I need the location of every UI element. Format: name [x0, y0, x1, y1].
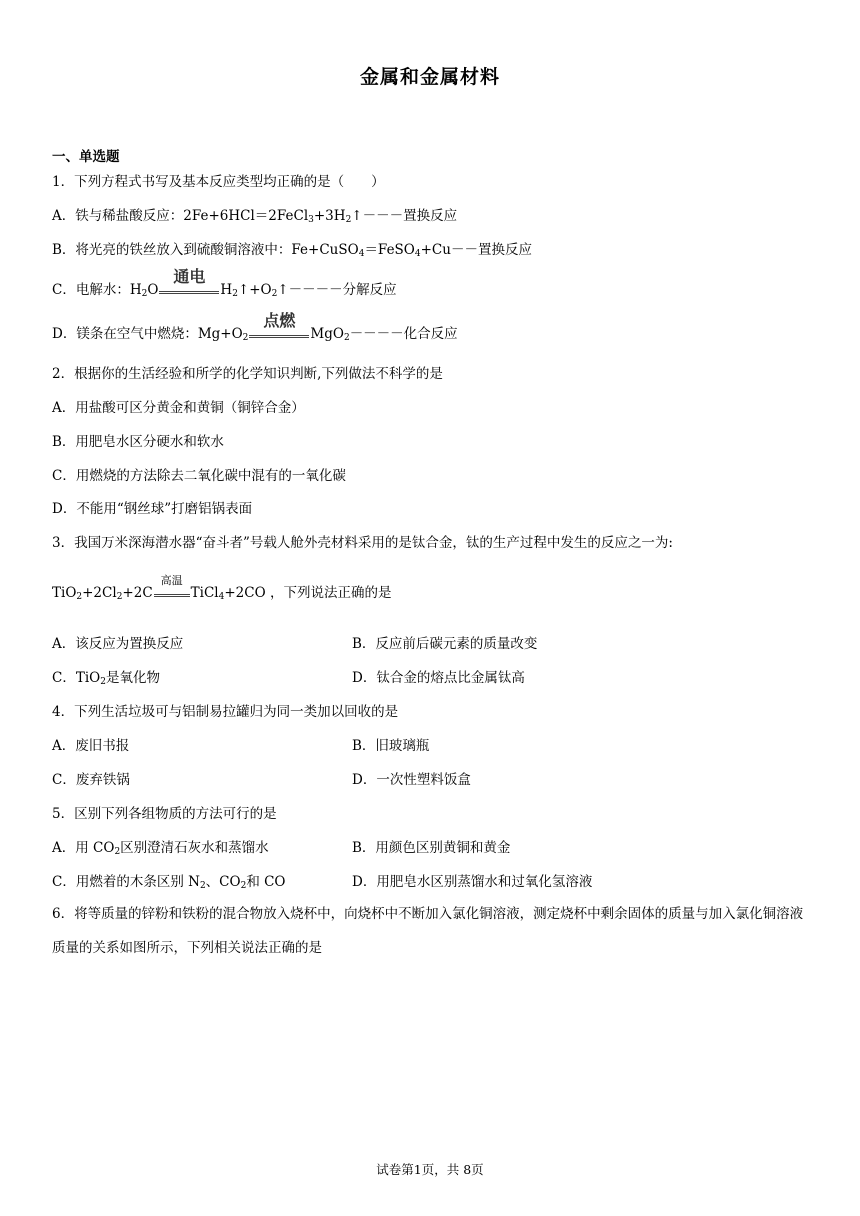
q4-option-b: B．旧玻璃瓶: [352, 738, 430, 754]
reaction-condition-arrow: 点燃: [249, 335, 309, 340]
q5-option-d: D．用肥皂水区别蒸馏水和过氧化氢溶液: [352, 874, 593, 890]
page-title: 金属和金属材料: [359, 66, 500, 88]
page-footer: 试卷第1页，共 8页: [376, 1162, 484, 1177]
q3-option-c: C．TiO$_2$是氧化物: [52, 670, 160, 687]
q1-option-c: C．电解水：$H_2O$ 通电 $H_2↑+O_2↑----$分解反应: [52, 267, 397, 299]
q3-equation: $TiO_2+2Cl_2+2C$ 高温 TiCl$_4$+2CO ，下列说法正确的是: [52, 574, 392, 602]
section-heading: 一、单选题: [52, 149, 120, 165]
q1-option-a: A．铁与稀盐酸反应：$2Fe+6HCl=2FeCl_3+3H_2↑---$置换反应: [52, 208, 458, 225]
q4-option-c: C．废弃铁锅: [52, 772, 130, 788]
q5-option-a: A．用 $CO_2$区别澄清石灰水和蒸馏水: [52, 840, 269, 857]
q2-option-a: A．用盐酸可区分黄金和黄铜（铜锌合金）: [52, 400, 305, 416]
q4-option-d: D．一次性塑料饭盒: [352, 772, 471, 788]
reaction-condition-arrow: 高温: [154, 594, 190, 599]
q6-stem: 6．将等质量的锌粉和铁粉的混合物放入烧杯中，向烧杯中不断加入氯化铜溶液，测定烧杯中剩余固体的质量与加入氯化铜溶液质量的关系如图所示，下列相关说法正确的是: [52, 906, 804, 956]
q5-stem: 5．区别下列各组物质的方法可行的是: [52, 806, 277, 822]
q5-option-b: B．用颜色区别黄铜和黄金: [352, 840, 511, 856]
q3-option-d: D．钛合金的熔点比金属钛高: [352, 670, 525, 686]
q3-stem: 3．我国万米深海潜水器“奋斗者”号载人舱外壳材料采用的是钛合金，钛的生产过程中发生的反应之一为:: [52, 535, 673, 551]
q3-option-b: B．反应前后碳元素的质量改变: [352, 636, 538, 652]
q4-option-a: A．废旧书报: [52, 738, 130, 754]
q3-option-a: A．该反应为置换反应: [52, 636, 184, 652]
q5-option-c: C．用燃着的木条区别 $N_2$、$CO_2$和 CO: [52, 874, 286, 891]
reaction-condition-arrow: 通电: [159, 291, 219, 296]
q1-stem: 1．下列方程式书写及基本反应类型均正确的是（ ）: [52, 174, 385, 190]
q1-option-d: D．镁条在空气中燃烧：$Mg+O_2$ 点燃 MgO$_2$－－－－化合反应: [52, 311, 458, 343]
q2-option-d: D．不能用“钢丝球”打磨铝锅表面: [52, 501, 253, 517]
q2-option-c: C．用燃烧的方法除去二氧化碳中混有的一氧化碳: [52, 468, 346, 484]
q2-stem: 2．根据你的生活经验和所学的化学知识判断,下列做法不科学的是: [52, 366, 443, 382]
q4-stem: 4．下列生活垃圾可与铝制易拉罐归为同一类加以回收的是: [52, 704, 399, 720]
q1-option-b: B．将光亮的铁丝放入到硫酸铜溶液中：Fe+CuSO$_4$＝FeSO$_4$+Cu－－置换反应: [52, 242, 532, 259]
q2-option-b: B．用肥皂水区分硬水和软水: [52, 434, 224, 450]
